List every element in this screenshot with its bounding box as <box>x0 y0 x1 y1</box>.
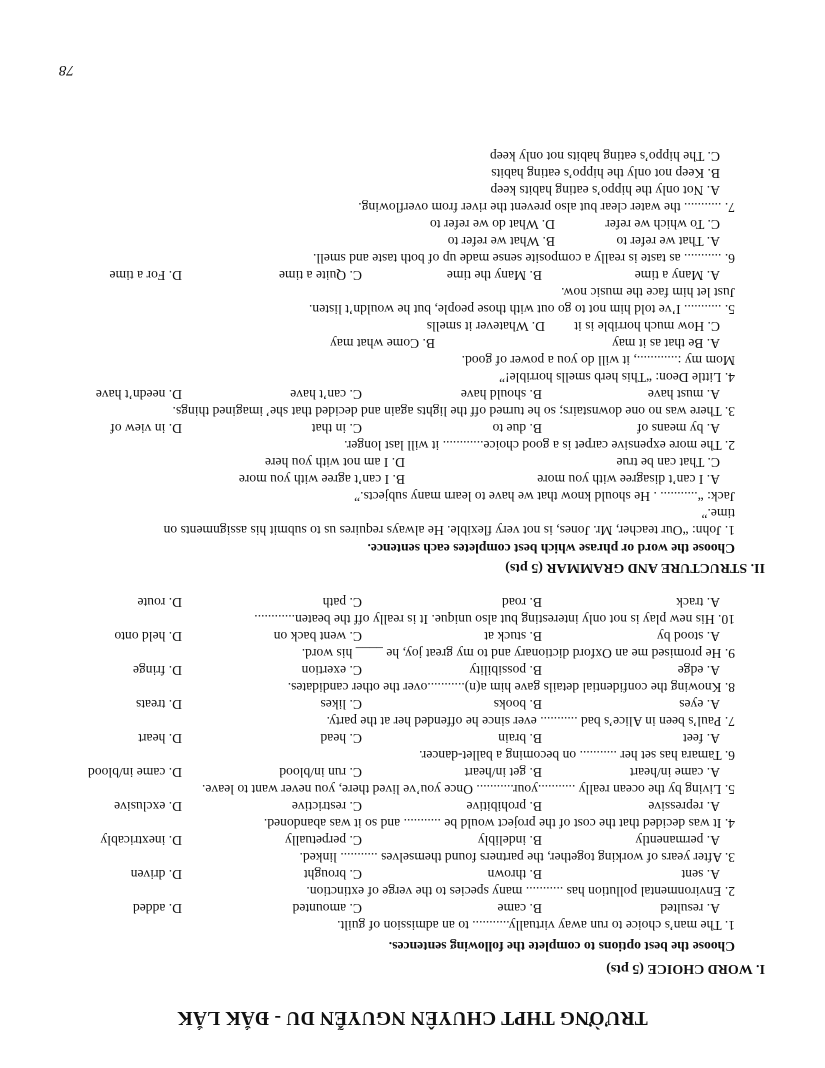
page-title: TRƯỜNG THPT CHUYÊN NGUYỄN DU - ĐẮK LẮK <box>177 1007 648 1028</box>
option-a: A. repressive <box>648 799 720 814</box>
question-text: Jack: “........... . He should know that we have to learn many subjects.” <box>354 489 735 504</box>
question-text: 7. Paul’s been in Alice’s bad ........... ever since he offended her at the party. <box>326 714 735 729</box>
section-title-word-choice: I. WORD CHOICE (5 pts) <box>606 961 765 976</box>
option-a: A. feet <box>683 731 720 746</box>
question-text: 4. It was decided that the cost of the project would be ........... and so it was abandoned. <box>263 816 735 831</box>
option-c: C. in that <box>311 421 362 436</box>
option-a: A. resulted <box>660 901 720 916</box>
option-d: D. needn’t have <box>95 387 182 402</box>
option-b: B. What we refer to <box>447 234 555 249</box>
option-d: D. fringe <box>132 663 182 678</box>
option-d: D. treats <box>135 697 182 712</box>
option-d: D. heart <box>138 731 182 746</box>
option-a: A. Be that as it may <box>612 336 720 351</box>
option-c: C. The hippo’s eating habits not only keep <box>489 149 720 164</box>
option-b: B. I can’t agree with you more <box>238 472 405 487</box>
option-a: A. edge <box>677 663 720 678</box>
question-text: 8. Knowing the confidential details gave him a(n)...........over the other candidates. <box>287 680 735 695</box>
option-b: B. Come what may <box>330 336 435 351</box>
option-a: A. eyes <box>679 697 720 712</box>
option-c: C. restrictive <box>291 799 362 814</box>
question-text: time.” <box>701 506 735 521</box>
option-d: D. For a time <box>109 268 182 283</box>
option-a: A. sent <box>681 867 720 882</box>
option-a: A. stood by <box>656 629 720 644</box>
option-b: B. road <box>501 595 542 610</box>
option-a: A. by means of <box>636 421 720 436</box>
option-d: D. inextricably <box>100 833 182 848</box>
option-b: B. brain <box>498 731 542 746</box>
option-c: C. can’t have <box>290 387 362 402</box>
option-b: B. get in/heart <box>464 765 542 780</box>
option-c: C. likes <box>320 697 362 712</box>
option-b: B. possibility <box>469 663 542 678</box>
option-b: B. due to <box>492 421 542 436</box>
question-text: 6. ........... as taste is really a composite sense made up of both taste and smell. <box>312 251 735 266</box>
option-a: A. Many a time <box>634 268 720 283</box>
option-c: C. How much horrible is it <box>574 319 720 334</box>
option-c: C. head <box>320 731 362 746</box>
option-a: A. came in/heart <box>629 765 720 780</box>
question-text: 5. Living by the ocean really ...........your........... Once you’ve lived there, you never want to leave. <box>201 782 735 797</box>
option-b: B. indelibly <box>477 833 542 848</box>
question-text: 9. He promised me an Oxford dictionary and to my great joy, he ____ his word. <box>301 646 735 661</box>
option-c: C. run in/blood <box>279 765 362 780</box>
option-d: D. exclusive <box>114 799 182 814</box>
option-b: B. stuck at <box>484 629 542 644</box>
option-c: C. amounted <box>292 901 362 916</box>
question-text: 3. There was no one downstairs; so he turned off the lights again and decided that she’ imagined things. <box>172 404 735 419</box>
option-c: C. exertion <box>301 663 362 678</box>
option-b: B. books <box>493 697 542 712</box>
option-c: C. brought <box>303 867 362 882</box>
option-d: D. driven <box>130 867 182 882</box>
option-d: D. Whatever it smells <box>426 319 545 334</box>
option-b: B. came <box>497 901 542 916</box>
option-b: B. should have <box>460 387 542 402</box>
option-d: D. came in/blood <box>87 765 182 780</box>
option-c: C. path <box>322 595 362 610</box>
section-title-structure-grammar: II. STRUCTURE AND GRAMMAR (5 pts) <box>505 560 765 575</box>
option-c: C. To which we refer <box>605 217 720 232</box>
option-d: D. held onto <box>114 629 182 644</box>
option-a: A. That we refer to <box>616 234 720 249</box>
option-a: A. I can’t disagree with you more <box>537 472 720 487</box>
option-a: A. Not only the hippo’s eating habits keep <box>490 183 720 198</box>
question-text: 1. The man’s choice to run away virtually........... to an admission of guilt. <box>337 918 735 933</box>
option-b: B. Keep not only the hippo’s eating habits <box>491 166 720 181</box>
option-c: C. Quite a time <box>278 268 362 283</box>
question-text: 1. John: “Our teacher, Mr. Jones, is not very flexible. He always requires us to submit his assignments on <box>163 523 735 538</box>
page-number: 78 <box>59 62 74 78</box>
option-c: C. That can be true <box>616 455 720 470</box>
section-instruction: Choose the word or phrase which best completes each sentence. <box>367 541 735 556</box>
option-d: D. What do we refer to <box>429 217 555 232</box>
option-d: D. route <box>137 595 182 610</box>
question-text: 3. After years of working together, the partners found themselves ........... linked. <box>299 850 735 865</box>
question-text: 6. Tamara has set her ........... on becoming a ballet-dancer. <box>419 748 735 763</box>
option-b: B. prohibitive <box>466 799 542 814</box>
option-b: B. thrown <box>487 867 542 882</box>
question-text: 2. The more expensive carpet is a good choice............ it will last longer. <box>344 438 735 453</box>
option-b: B. Many the time <box>446 268 542 283</box>
option-c: C. perpetually <box>284 833 362 848</box>
option-a: A. must have <box>647 387 720 402</box>
option-d: D. added <box>132 901 182 916</box>
option-a: A. track <box>676 595 720 610</box>
section-instruction: Choose the best options to complete the following sentences. <box>388 939 735 954</box>
question-text: Just let him face the music now. <box>561 285 735 300</box>
question-text: Mom my :............, it will do you a power of good. <box>461 353 735 368</box>
option-d: D. in view of <box>110 421 182 436</box>
option-c: C. went back on <box>273 629 362 644</box>
option-d: D. I am not with you here <box>264 455 405 470</box>
option-a: A. permanently <box>635 833 720 848</box>
question-text: 5. ........... I’ve told him not to go out with those people, but he wouldn’t listen. <box>308 302 735 317</box>
question-text: 7. ........... the water clear but also prevent the river from overflowing. <box>358 200 735 215</box>
question-text: 10. His new play is not only interesting but also unique. It is really off the beaten............ <box>254 612 735 627</box>
question-text: 4. Little Deon: “This herb smells horrible!” <box>499 370 735 385</box>
question-text: 2. Environmental pollution has ........... many species to the verge of extinction. <box>306 884 735 899</box>
